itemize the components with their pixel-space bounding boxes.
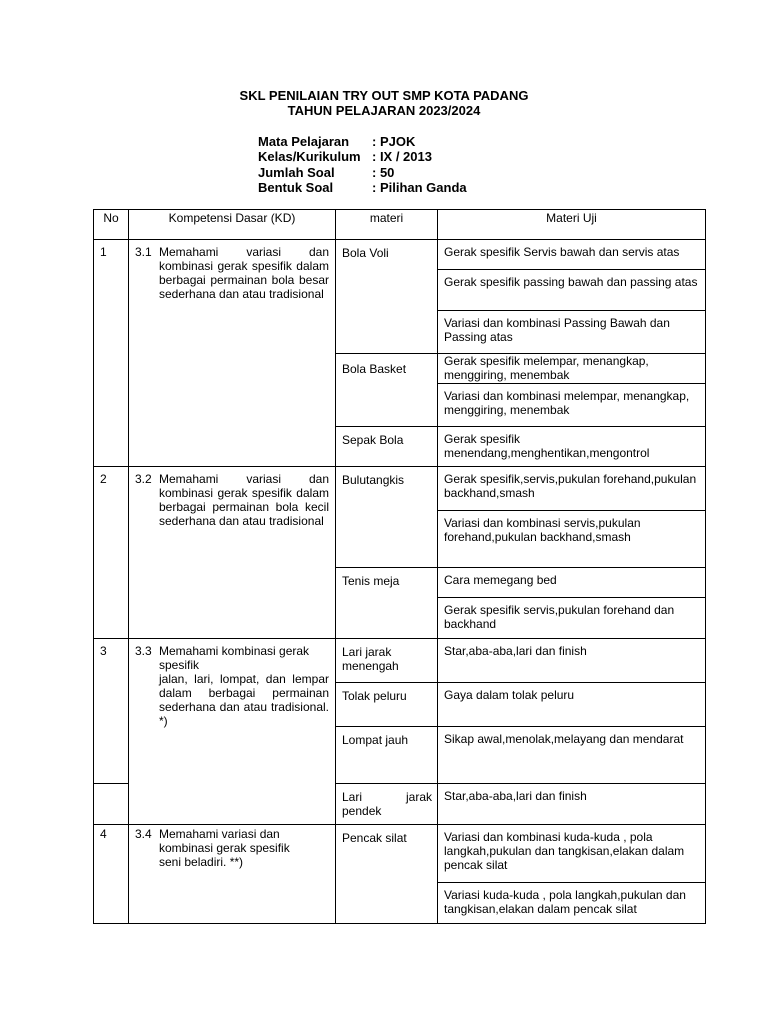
materi-uji-cell: Star,aba-aba,lari dan finish (438, 784, 706, 825)
meta-subject (258, 134, 415, 149)
materi-cell: Sepak Bola (336, 427, 438, 467)
materi-uji-cell: Variasi kuda-kuda , pola langkah,pukulan dan tangkisan,elakan dalam pencak silat (438, 883, 706, 924)
materi-uji-cell: Variasi dan kombinasi melempar, menangkap, menggiring, menembak (438, 384, 706, 427)
document-subtitle: TAHUN PELAJARAN 2023/2024 (287, 103, 481, 118)
meta-class (258, 149, 432, 164)
header-kd: Kompetensi Dasar (KD) (129, 210, 336, 240)
row-number: 2 (94, 467, 129, 639)
materi-uji-cell: Variasi dan kombinasi Passing Bawah dan Passing atas (438, 311, 706, 354)
row-number: 4 (94, 825, 129, 924)
materi-cell: Lari jarak menengah (336, 639, 438, 683)
materi-uji-cell: Gerak spesifik servis,pukulan forehand dan backhand (438, 598, 706, 639)
table-header-row (94, 210, 706, 240)
kd-cell (129, 825, 336, 924)
materi-cell: Lari jarak pendek (336, 784, 438, 825)
materi-uji-cell: Gerak spesifik melempar, menangkap, menggiring, menembak (438, 354, 706, 384)
kd-text: jalan, lari, lompat, dan lempar dalam berbagai permainan sederhana dan atau tradisional. *) (159, 672, 329, 728)
kd-cell (129, 639, 336, 825)
meta-label: Kelas/Kurikulum (258, 149, 361, 164)
meta-value: : PJOK (372, 134, 416, 149)
kd-text-first: Memahami kombinasi gerak spesifik (159, 644, 310, 672)
kd-cell (129, 467, 336, 639)
meta-value: : IX / 2013 (372, 149, 432, 164)
materi-uji-cell: Gerak spesifik menendang,menghentikan,mengontrol (438, 427, 706, 467)
row-number-empty (94, 784, 129, 825)
materi-cell: Tolak peluru (336, 683, 438, 727)
meta-label: Bentuk Soal (258, 180, 334, 195)
materi-uji-cell: Star,aba-aba,lari dan finish (438, 639, 706, 683)
kd-number: 3.4 (135, 827, 152, 841)
kd-text: Memahami variasi dan kombinasi gerak spesifik seni beladiri. **) (159, 827, 290, 869)
materi-uji-cell: Gaya dalam tolak peluru (438, 683, 706, 727)
meta-value: : Pilihan Ganda (372, 180, 467, 195)
materi-cell: Lompat jauh (336, 727, 438, 784)
table-row (94, 467, 706, 511)
materi-cell: Pencak silat (336, 825, 438, 924)
kd-text: Memahami variasi dan kombinasi gerak spesifik dalam berbagai permainan bola kecil sederhana dan atau tradisional (159, 472, 329, 528)
kd-cell (129, 240, 336, 467)
materi-cell: Tenis meja (336, 568, 438, 639)
kd-number: 3.2 (135, 472, 152, 486)
materi-cell: Bola Basket (336, 354, 438, 427)
meta-question-type (258, 180, 467, 195)
materi-uji-cell: Cara memegang bed (438, 568, 706, 598)
materi-uji-cell: Variasi dan kombinasi servis,pukulan forehand,pukulan backhand,smash (438, 511, 706, 568)
table-row (94, 639, 706, 683)
table-row (94, 240, 706, 270)
skl-table (93, 209, 706, 924)
kd-text: Memahami variasi dan kombinasi gerak spesifik dalam berbagai permainan bola besar sederhana dan atau tradisional (159, 245, 329, 301)
meta-question-count (258, 165, 394, 180)
meta-label: Mata Pelajaran (258, 134, 350, 149)
meta-value: : 50 (372, 165, 395, 180)
table-row (94, 825, 706, 883)
header-no: No (94, 210, 129, 240)
materi-uji-cell: Gerak spesifik passing bawah dan passing atas (438, 270, 706, 311)
materi-cell: Bola Voli (336, 240, 438, 354)
document-title: SKL PENILAIAN TRY OUT SMP KOTA PADANG (239, 88, 529, 103)
materi-cell: Bulutangkis (336, 467, 438, 568)
row-number: 3 (94, 639, 129, 784)
row-number: 1 (94, 240, 129, 467)
materi-uji-cell: Gerak spesifik Servis bawah dan servis atas (438, 240, 706, 270)
materi-uji-cell: Gerak spesifik,servis,pukulan forehand,pukulan backhand,smash (438, 467, 706, 511)
kd-number: 3.3 (135, 644, 152, 658)
materi-uji-cell: Sikap awal,menolak,melayang dan mendarat (438, 727, 706, 784)
header-materi: materi (336, 210, 438, 240)
kd-number: 3.1 (135, 245, 152, 259)
materi-uji-cell: Variasi dan kombinasi kuda-kuda , pola langkah,pukulan dan tangkisan,elakan dalam pencak silat (438, 825, 706, 883)
header-materi-uji: Materi Uji (438, 210, 706, 240)
meta-label: Jumlah Soal (258, 165, 335, 180)
